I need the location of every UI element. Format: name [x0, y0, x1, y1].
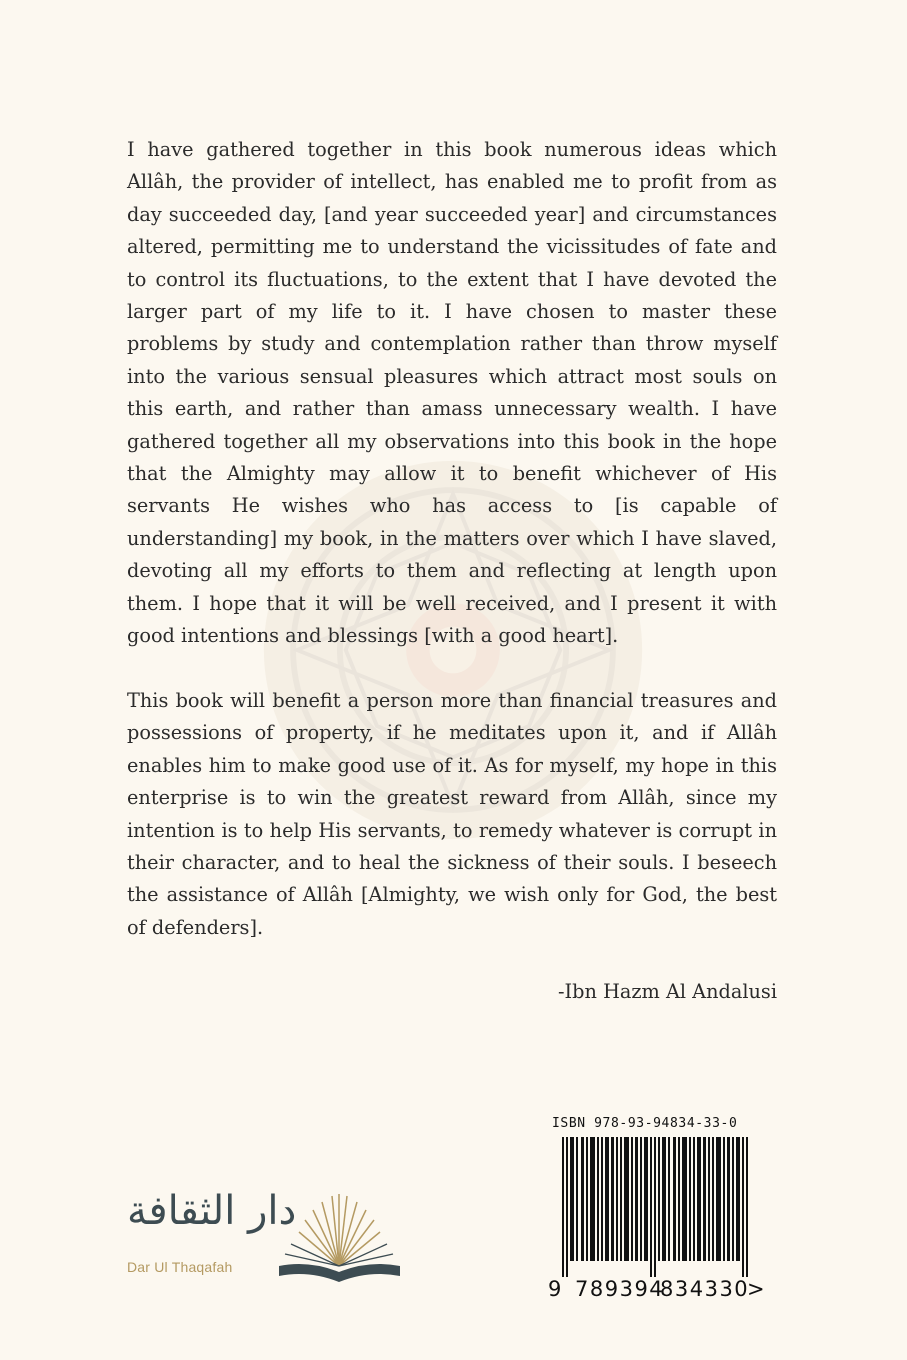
barcode-bars-icon — [548, 1137, 763, 1277]
barcode-digits — [548, 1277, 763, 1305]
paragraph-2: This book will benefit a person more than financial treasures and possessions of property, if he meditates upon it, and if Allâh enables him to make good use of it. As for myself, my hope in this enterprise is to win the greatest reward from Allâh, since my intention is to help His servants, to remedy whatever is corrupt in their character, and to heal the sickness of their souls. I beseech the assistance of Allâh [Almighty, we wish only for God, the best of defenders]. — [127, 688, 777, 939]
barcode-digit-lead: 9 — [548, 1277, 562, 1301]
isbn-label: ISBN 978-93-94834-33-0 — [552, 1116, 738, 1131]
publisher-logo — [127, 1188, 402, 1288]
barcode-digits-left: 789394 — [575, 1277, 665, 1301]
publisher-latin-name: Dar Ul Thaqafah — [127, 1259, 233, 1275]
publisher-arabic-name: دار الثقافة — [127, 1188, 297, 1234]
isbn-barcode — [548, 1116, 763, 1305]
author-attribution: -Ibn Hazm Al Andalusi — [558, 980, 777, 1003]
paragraph-1: I have gathered together in this book numerous ideas which Allâh, the provider of intellect, has enabled me to profit from as day succeeded day, [and year succeeded year] and circumstances altered, permitting me to understand the vicissitudes of fate and to control its fluctuations, to the extent that I have devoted the larger part of my life to it. I have chosen to master these problems by study and contemplation rather than throw myself into the various sensual pleasures which attract most souls on this earth, and rather than amass unnecessary wealth. I have gathered together all my observations into this book in the hope that the Almighty may allow it to benefit whichever of His servants He wishes who has access to [is capable of understanding] my book, in the matters over which I have slaved, devoting all my efforts to them and reflecting at length upon them. I hope that it will be well received, and I present it with good intentions and blessings [with a good heart]. — [127, 138, 777, 648]
open-book-icon — [277, 1192, 402, 1284]
barcode-digits-right: 834330 — [660, 1277, 750, 1301]
barcode-digit-end: > — [747, 1277, 765, 1301]
back-cover-text — [127, 134, 777, 944]
